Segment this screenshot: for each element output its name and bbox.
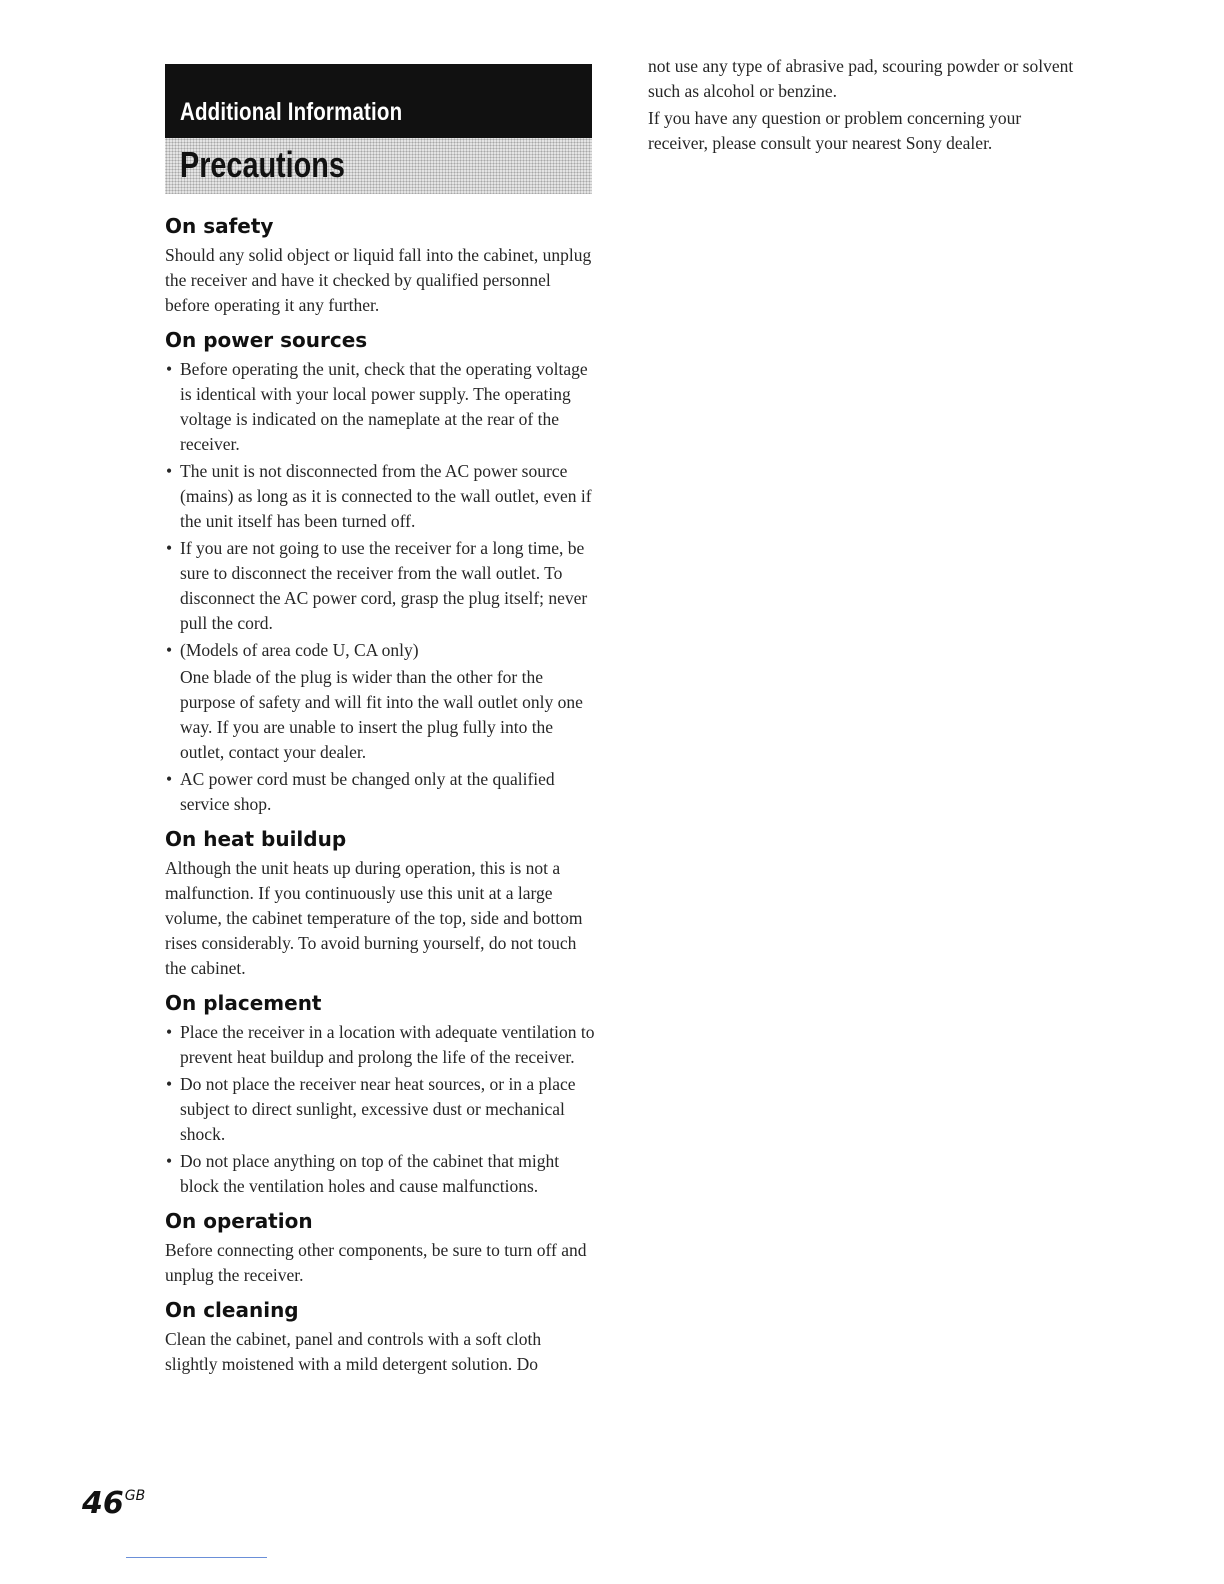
section-label-band <box>165 64 592 138</box>
page-number-suffix: GB <box>124 1488 146 1504</box>
list-item-text: Do not place the receiver near heat sources, or in a place subject to direct sunlight, excessive dust or mechanical shock. <box>180 1074 576 1144</box>
bullet-glyph: • <box>166 461 173 481</box>
power-heading: On power sources <box>165 328 368 352</box>
section-label: Additional Information <box>180 98 403 126</box>
safety-text: Should any solid object or liquid fall into the cabinet, unplug the receiver and have it checked by qualified personnel before operating it any further. <box>165 245 592 315</box>
bullet-glyph: • <box>166 1022 173 1042</box>
list-item <box>165 1020 597 1070</box>
heat-heading: On heat buildup <box>165 827 347 851</box>
page-number <box>82 1486 145 1521</box>
operation-text: Before connecting other components, be sure to turn off and unplug the receiver. <box>165 1240 587 1285</box>
bullet-glyph: • <box>166 1074 173 1094</box>
page-title-band <box>165 138 592 194</box>
list-item-text: The unit is not disconnected from the AC power source (mains) as long as it is connected to the wall outlet, even if the unit itself has been turned off. <box>180 461 592 531</box>
operation-section <box>165 1207 597 1288</box>
cleaning-text: Clean the cabinet, panel and controls with a soft cloth slightly moistened with a mild detergent solution. Do <box>165 1329 542 1374</box>
cleaning-heading: On cleaning <box>165 1298 299 1322</box>
list-item <box>165 638 597 765</box>
bullet-glyph: • <box>166 640 173 660</box>
placement-list <box>165 1020 597 1199</box>
bullet-glyph: • <box>166 359 173 379</box>
list-item <box>165 1072 597 1147</box>
placement-section <box>165 989 597 1199</box>
heat-section <box>165 825 597 981</box>
cleaning-continued-text: not use any type of abrasive pad, scouring powder or solvent such as alcohol or benzine. <box>648 56 1074 101</box>
safety-section <box>165 212 597 318</box>
left-column <box>165 212 597 1385</box>
heat-text: Although the unit heats up during operation, this is not a malfunction. If you continuously use this unit at a large volume, the cabinet temperature of the top, side and bottom rises considerably. To avoid burning yourself, do not touch the cabinet. <box>165 858 583 978</box>
contact-note: If you have any question or problem concerning your receiver, please consult your nearest Sony dealer. <box>648 108 1022 153</box>
page-number-value: 46 <box>82 1486 124 1521</box>
list-item-continuation: One blade of the plug is wider than the other for the purpose of safety and will fit into the wall outlet only one way. If you are unable to insert the plug fully into the outlet, contact your dealer. <box>180 667 583 762</box>
footer-rule <box>126 1557 267 1558</box>
list-item-text: (Models of area code U, CA only) <box>180 640 419 660</box>
list-item <box>165 357 597 457</box>
list-item-text: AC power cord must be changed only at the qualified service shop. <box>180 769 555 814</box>
bullet-glyph: • <box>166 1151 173 1171</box>
list-item-text: Before operating the unit, check that the operating voltage is identical with your local power supply. The operating voltage is indicated on the nameplate at the rear of the receiver. <box>180 359 588 454</box>
operation-heading: On operation <box>165 1209 313 1233</box>
right-column <box>648 54 1078 156</box>
power-section <box>165 326 597 817</box>
bullet-glyph: • <box>166 769 173 789</box>
bullet-glyph: • <box>166 538 173 558</box>
list-item <box>165 536 597 636</box>
list-item-text: If you are not going to use the receiver for a long time, be sure to disconnect the receiver from the wall outlet. To disconnect the AC power cord, grasp the plug itself; never pull the cord. <box>180 538 588 633</box>
power-list <box>165 357 597 817</box>
section-header <box>165 64 592 194</box>
cleaning-section <box>165 1296 597 1377</box>
list-item-text: Do not place anything on top of the cabinet that might block the ventilation holes and cause malfunctions. <box>180 1151 560 1196</box>
page-title: Precautions <box>180 144 345 185</box>
list-item <box>165 1149 597 1199</box>
list-item-text: Place the receiver in a location with adequate ventilation to prevent heat buildup and prolong the life of the receiver. <box>180 1022 595 1067</box>
list-item <box>165 459 597 534</box>
placement-heading: On placement <box>165 991 322 1015</box>
safety-heading: On safety <box>165 214 274 238</box>
list-item <box>165 767 597 817</box>
